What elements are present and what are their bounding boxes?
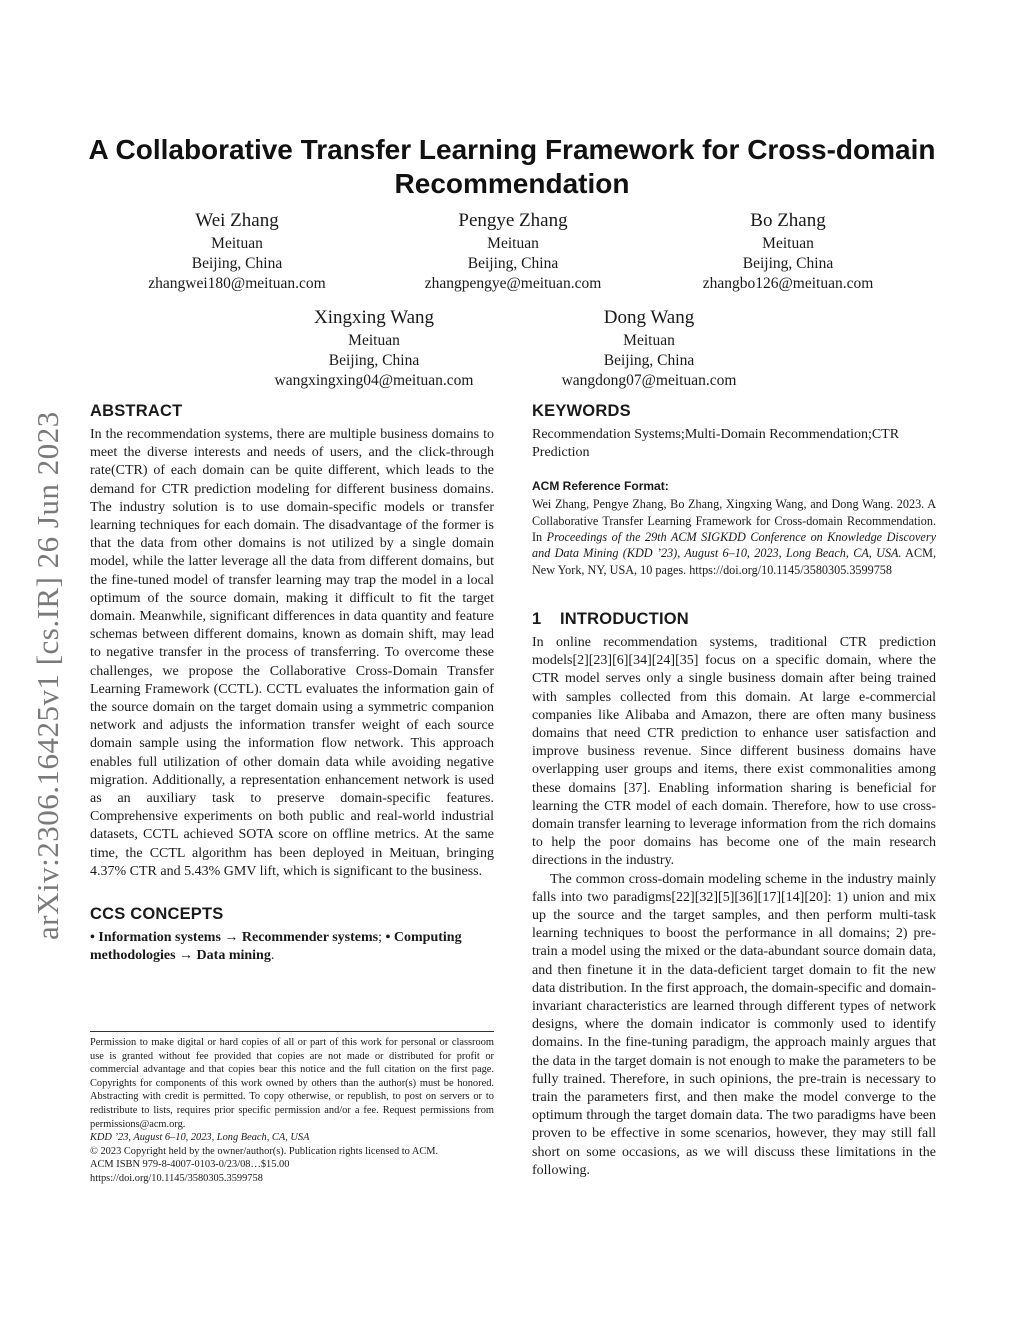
author-name: Dong Wang: [603, 307, 695, 328]
ccs-separator: ;: [378, 930, 386, 946]
author-block: [97, 208, 377, 294]
author-location: Beijing, China: [603, 352, 695, 369]
copyright-notice: © 2023 Copyright held by the owner/author(s). Publication rights licensed to ACM.: [90, 1145, 439, 1157]
author-name: Pengye Zhang: [458, 210, 568, 231]
ccs-heading: CCS CONCEPTS: [90, 905, 224, 924]
author-email: zhangpengye@meituan.com: [424, 275, 602, 292]
intro-paragraph: In online recommendation systems, traditional CTR prediction models[2][23][6][34][24][35] focus on a specific domain, where the CTR model serves only a single business domain after being trained with samples collected from this domain. At large e-commercial companies like Alibaba and Amazon, there are often many business domains that need CTR prediction to enhance user satisfaction and improve business revenue. Since different business domains have overlapping user groups and items, there exist commonalities among these domains [37]. Enabling information sharing is beneficial for learning the CTR model of each domain. Therefore, how to use cross-domain transfer learning to leverage information from the rich domains to help the poor domains has become one of the main research directions in the industry.: [532, 634, 936, 869]
keywords-text: Recommendation Systems;Multi-Domain Recommendation;CTR Prediction: [532, 427, 900, 461]
author-block: [509, 305, 789, 391]
author-location: Beijing, China: [191, 255, 283, 272]
abstract-heading: ABSTRACT: [90, 402, 183, 420]
author-email: zhangbo126@meituan.com: [702, 275, 874, 292]
author-email: zhangwei180@meituan.com: [148, 275, 326, 292]
introduction-heading: [532, 608, 936, 630]
copyright-footnote: [90, 1036, 494, 1186]
acm-reference-authors: Wei Zhang, Pengye Zhang, Bo Zhang, Xingxing Wang, and Dong Wang. 2023. A Collaborative Transfer Learning Framework for Cross-domain Recommendation. In: [532, 497, 936, 544]
author-affiliation: Meituan: [348, 332, 400, 349]
abstract-text: In the recommendation systems, there are multiple business domains to meet the diverse interests and needs of users, and the click-through rate(CTR) of each domain can be quite different, which leads to the demand for CTR prediction modeling for different business domains. The industry solution is to use domain-specific models or transfer learning techniques for each domain. The disadvantage of the former is that the data from other domains is not utilized by a single domain model, while the latter leverage all the data from different domains, but the fine-tuned model of transfer learning may trap the model in a local optimum of the source domain, making it difficult to fit the target domain. Meanwhile, significant differences in data quantity and feature schemas between different domains, known as domain shift, may lead to negative transfer in the process of transferring. To overcome these challenges, we propose the Collaborative Cross-Domain Transfer Learning Framework (CCTL). CCTL evaluates the information gain of the source domain on the target domain using a symmetric companion network and adjusts the information transfer weight of each source domain sample using the information flow network. This approach enables full utilization of other domain data while avoiding negative migration. Additionally, a representation enhancement network is used as an auxiliary task to preserve domain-specific features. Comprehensive experiments on both public and real-world industrial datasets, CCTL achieved SOTA score on offline metrics. At the same time, the CCTL algorithm has been deployed in Meituan, bringing 4.37% CTR and 5.43% GMV lift, which is significant to the business.: [90, 427, 494, 879]
section-title: INTRODUCTION: [560, 609, 689, 628]
right-column: [532, 400, 936, 1180]
ccs-item: • Information systems → Recommender systems: [90, 930, 379, 946]
keywords-heading: KEYWORDS: [532, 402, 631, 420]
author-affiliation: Meituan: [762, 235, 814, 252]
author-block: [648, 208, 928, 294]
author-location: Beijing, China: [328, 352, 420, 369]
author-location: Beijing, China: [467, 255, 559, 272]
isbn: ACM ISBN 979-8-4007-0103-0/23/08…$15.00: [90, 1159, 290, 1171]
intro-paragraph: The common cross-domain modeling scheme in the industry mainly falls into two paradigms[22][32][5][36][17][14][20]: 1) union and mix up the source and the target samples, and then perform multi-task learning techniques to boost the performance in all domains; 2) pre-train a model using the mixed or the data-abundant source domain data, and then finetune it in the data-deficient target domain to fit the new data distribution. In the first approach, the domain-specific and domain-invariant characteristics are learned through different types of network designs, where the domain indicator is commonly used to identify domains. In the fine-tuning paradigm, the approach mainly argues that the data in the target domain is not enough to make the parameters to be fully trained. Therefore, in such opinions, the pre-train is necessary to train the parameters first, and then make the model converge to the optimum through the target domain data. The two paradigms have been proven to be effective in some scenarios, however, they may still fall short on some occasions, as we will discuss these limitations in the following.: [532, 871, 936, 1178]
author-email: wangdong07@meituan.com: [561, 372, 737, 389]
author-location: Beijing, China: [742, 255, 834, 272]
paper-title: [60, 133, 964, 201]
title-line-1: A Collaborative Transfer Learning Framework for Cross-domain: [88, 134, 936, 165]
author-name: Bo Zhang: [750, 210, 826, 231]
title-line-2: Recommendation: [394, 168, 630, 199]
author-affiliation: Meituan: [623, 332, 675, 349]
acm-reference-text: [532, 496, 936, 577]
author-block: [234, 305, 514, 391]
acm-reference-publisher: ACM, New York, NY, USA, 10 pages. https://doi.org/10.1145/3580305.3599758: [532, 546, 936, 577]
ccs-concepts: [90, 929, 494, 965]
author-email: wangxingxing04@meituan.com: [274, 372, 474, 389]
author-name: Xingxing Wang: [313, 307, 435, 328]
arxiv-identifier: arXiv:2306.16425v1 [cs.IR] 26 Jun 2023: [30, 411, 65, 940]
conference-info: KDD ’23, August 6–10, 2023, Long Beach, CA, USA: [90, 1132, 310, 1144]
section-number: 1: [532, 609, 542, 628]
doi-link[interactable]: https://doi.org/10.1145/3580305.3599758: [90, 1172, 263, 1184]
author-affiliation: Meituan: [487, 235, 539, 252]
ccs-item: • Computing methodologies → Data mining: [90, 930, 462, 964]
author-block: [373, 208, 653, 294]
acm-reference-heading: ACM Reference Format:: [532, 479, 669, 494]
left-column: [90, 400, 494, 965]
author-affiliation: Meituan: [211, 235, 263, 252]
acm-reference-venue: Proceedings of the 29th ACM SIGKDD Conference on Knowledge Discovery and Data Mining (KDD ’23), August 6–10, 2023, Long Beach, CA, USA.: [532, 530, 936, 561]
ccs-end: .: [270, 948, 275, 964]
footnote-divider: [90, 1031, 494, 1032]
author-name: Wei Zhang: [195, 210, 279, 231]
permission-notice: Permission to make digital or hard copies of all or part of this work for personal or classroom use is granted without fee provided that copies are not made or distributed for profit or commercial advantage and that copies bear this notice and the full citation on the first page. Copyrights for components of this work owned by others than the author(s) must be honored. Abstracting with credit is permitted. To copy otherwise, or republish, to post on servers or to redistribute to lists, requires prior specific permission and/or a fee. Request permissions from permissions@acm.org.: [90, 1037, 494, 1130]
